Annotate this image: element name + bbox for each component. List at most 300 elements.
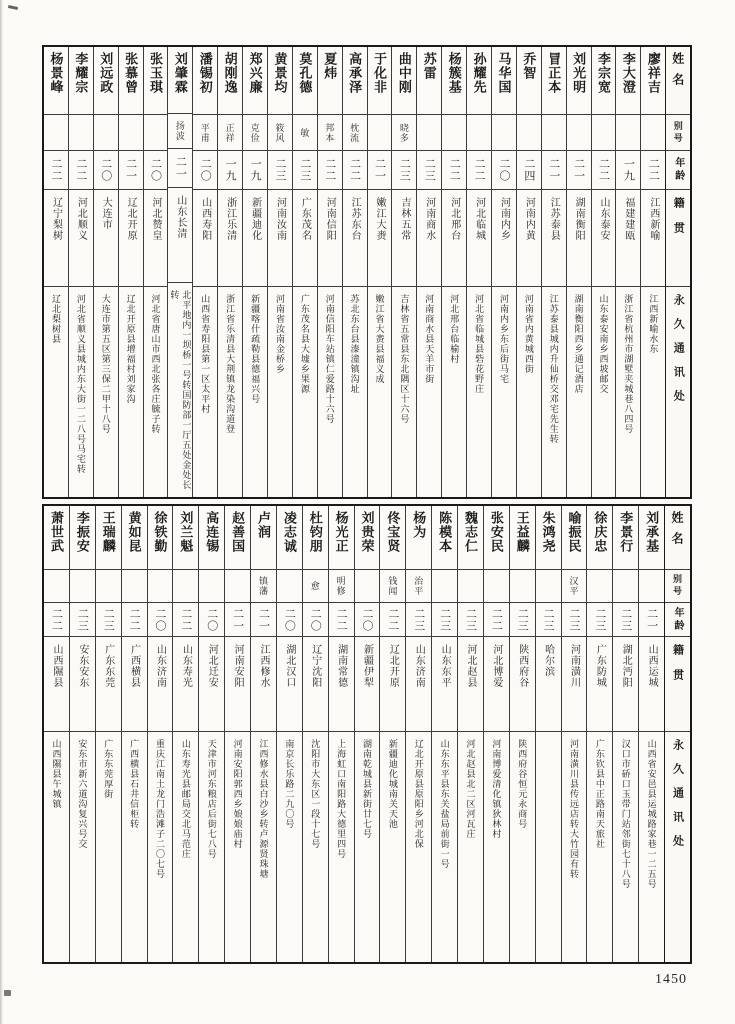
person-age xyxy=(303,603,328,637)
person-origin-text: 嫩江大赉 xyxy=(374,197,386,241)
person-origin xyxy=(517,190,541,287)
person-alias-text: 邦本 xyxy=(324,122,335,143)
person-alias xyxy=(96,570,121,603)
person-age xyxy=(355,603,380,637)
person-address xyxy=(218,287,242,497)
person-name-text: 张慕曾 xyxy=(123,52,139,94)
person-name-text: 佟宝贤 xyxy=(385,511,401,553)
header-origin xyxy=(665,637,690,732)
person-alias-text: 正祥 xyxy=(224,122,235,143)
person-origin xyxy=(199,637,224,732)
person-name xyxy=(467,47,491,115)
person-name xyxy=(225,506,250,570)
person-name-text: 王益麟 xyxy=(514,511,530,553)
person-age-text: 二二 xyxy=(473,158,486,182)
person-name xyxy=(94,47,118,115)
person-alias xyxy=(218,115,242,151)
person-address-text: 河南省汝南金桥乡 xyxy=(274,294,285,374)
person-name xyxy=(251,506,276,570)
person-column xyxy=(516,47,541,497)
person-column xyxy=(121,506,147,962)
person-age xyxy=(173,603,198,637)
header-origin-text: 籍贯 xyxy=(671,644,684,694)
person-origin xyxy=(613,637,638,732)
person-age xyxy=(517,151,541,190)
person-alias xyxy=(268,115,292,151)
person-origin-text: 广东东莞 xyxy=(102,644,114,688)
person-name xyxy=(70,506,95,570)
person-alias-text: 平甫 xyxy=(199,122,210,143)
person-origin-text: 哈尔滨 xyxy=(542,644,554,677)
person-name xyxy=(318,47,342,115)
person-age xyxy=(492,151,516,190)
person-name-text: 高连锡 xyxy=(204,511,220,553)
person-age xyxy=(69,151,93,190)
person-name xyxy=(122,506,147,570)
person-address-text: 河北省临城县砦花野庄 xyxy=(474,294,485,394)
person-age-text: 二三 xyxy=(102,607,115,632)
person-column xyxy=(612,506,638,962)
person-column xyxy=(431,506,457,962)
person-name xyxy=(218,47,242,115)
person-alias xyxy=(318,115,342,151)
person-alias xyxy=(510,570,535,603)
person-age xyxy=(70,603,95,637)
person-age-text: 二二 xyxy=(323,158,336,182)
person-address xyxy=(243,287,267,497)
person-column xyxy=(167,47,192,497)
person-alias xyxy=(406,570,431,603)
person-address-text: 吉林省五常县东北隅区十六号 xyxy=(399,294,410,424)
person-age xyxy=(293,151,317,190)
person-origin xyxy=(168,188,192,284)
person-origin xyxy=(293,190,317,287)
person-origin-text: 河南信阳 xyxy=(324,197,336,241)
person-origin xyxy=(70,637,95,732)
person-name xyxy=(199,506,224,570)
header-age-text: 年龄 xyxy=(671,606,683,633)
person-origin xyxy=(44,637,69,732)
header-origin-text: 籍贯 xyxy=(672,197,685,247)
person-age-text: 二一 xyxy=(373,158,386,182)
person-origin-text: 山西隰县 xyxy=(50,644,62,688)
person-alias xyxy=(122,570,147,603)
person-alias xyxy=(417,115,441,151)
person-address xyxy=(639,732,664,962)
person-address-text: 山东泰安南乡西坡邮交 xyxy=(598,294,609,394)
person-age-text: 二二 xyxy=(490,607,503,632)
person-origin-text: 山东东平 xyxy=(439,644,451,688)
person-address xyxy=(277,732,302,962)
person-age-text: 二〇 xyxy=(497,158,510,182)
person-address-text: 河北赵县北二区河瓦庄 xyxy=(465,739,476,839)
person-name-text: 张玉琪 xyxy=(148,52,163,94)
person-column xyxy=(172,506,198,962)
roster-table-bottom xyxy=(42,504,692,964)
person-origin-text: 河北赵县 xyxy=(464,644,476,688)
person-address-text: 南京长乐路二九〇号 xyxy=(284,739,295,829)
person-name-text: 卢润 xyxy=(255,511,271,539)
person-origin-text: 广西横县 xyxy=(128,644,140,688)
person-alias xyxy=(225,570,250,603)
person-address-text: 苏北东台县溱潼镇沟址 xyxy=(349,294,360,394)
person-address xyxy=(329,732,354,962)
person-origin-text: 福建建瓯 xyxy=(622,197,634,241)
person-alias xyxy=(119,115,143,151)
header-alias-text: 别号 xyxy=(672,120,683,145)
person-age xyxy=(268,151,292,190)
person-name-text: 张安民 xyxy=(488,511,504,553)
person-name xyxy=(329,506,354,570)
person-name xyxy=(380,506,405,570)
person-origin-text: 河南汝南 xyxy=(274,197,286,241)
person-origin xyxy=(616,190,640,287)
person-column xyxy=(217,47,242,497)
person-origin-text: 浙江乐清 xyxy=(224,197,236,241)
header-address-text: 永久通讯处 xyxy=(671,739,684,859)
person-alias-text: 汉平 xyxy=(568,576,579,596)
person-origin xyxy=(380,637,405,732)
person-address xyxy=(517,287,541,497)
person-alias xyxy=(641,115,665,151)
person-age xyxy=(616,151,640,190)
person-name-text: 马华国 xyxy=(496,52,512,94)
person-column xyxy=(566,47,591,497)
person-alias xyxy=(536,570,561,603)
person-origin-text: 新疆迪化 xyxy=(249,197,261,241)
person-address-text: 江西新喻水东 xyxy=(648,294,659,354)
person-age-text: 二〇 xyxy=(149,158,162,182)
person-origin xyxy=(562,637,587,732)
person-age xyxy=(542,151,566,190)
person-name xyxy=(69,47,93,115)
person-address xyxy=(44,732,69,962)
header-address xyxy=(665,732,690,962)
person-age xyxy=(251,603,276,637)
person-name-text: 刘兰魁 xyxy=(178,511,194,553)
person-origin-text: 河北顺义 xyxy=(75,197,87,241)
person-origin xyxy=(69,190,93,287)
person-name-text: 凌志诚 xyxy=(281,511,297,553)
person-age xyxy=(218,151,242,190)
person-name xyxy=(492,47,516,115)
person-alias xyxy=(144,115,168,151)
person-address-text: 广东茂名县大墟乡果源 xyxy=(299,294,310,394)
person-origin-text: 辽宁沈阳 xyxy=(309,644,321,688)
person-address-text: 山东东平县东关盐局前街一号 xyxy=(439,739,450,869)
person-name xyxy=(44,47,68,115)
person-age xyxy=(510,603,535,637)
person-origin-text: 大连市 xyxy=(100,197,112,230)
person-origin-text: 山西运城 xyxy=(646,644,658,688)
person-origin xyxy=(639,637,664,732)
person-name-text: 曲中刚 xyxy=(396,52,412,94)
person-column xyxy=(491,47,516,497)
person-column xyxy=(302,506,328,962)
person-column xyxy=(367,47,392,497)
person-age-text: 二二 xyxy=(128,607,141,632)
person-address-text: 湖南衡阳西乡通记酒店 xyxy=(573,294,584,394)
person-address-text: 河南商水县天羊市街 xyxy=(424,294,435,384)
person-address xyxy=(303,732,328,962)
person-address xyxy=(70,732,95,962)
person-column xyxy=(457,506,483,962)
person-age-text: 二三 xyxy=(516,607,529,632)
person-name-text: 杨景峰 xyxy=(48,52,64,94)
person-age xyxy=(392,151,416,190)
person-name xyxy=(484,506,509,570)
person-alias xyxy=(94,115,118,151)
person-origin xyxy=(492,190,516,287)
person-name-text: 胡刚逸 xyxy=(222,52,238,94)
person-name-text: 李景行 xyxy=(618,511,634,553)
person-column xyxy=(267,47,292,497)
person-address xyxy=(492,287,516,497)
person-age-text: 二四 xyxy=(522,158,535,182)
header-alias xyxy=(665,570,690,603)
person-age-text: 二三 xyxy=(412,607,425,632)
person-origin xyxy=(467,190,491,287)
person-alias xyxy=(69,115,93,151)
person-name xyxy=(641,47,665,115)
person-column xyxy=(44,506,69,962)
person-origin-text: 江西新喻 xyxy=(647,197,659,241)
person-alias xyxy=(173,570,198,603)
person-alias xyxy=(293,115,317,151)
person-name xyxy=(417,47,441,115)
person-origin-text: 河南商水 xyxy=(423,197,435,241)
person-address xyxy=(122,732,147,962)
person-alias xyxy=(542,115,566,151)
person-address-text: 河北省顺义县城内东大街一二八号马宅转 xyxy=(75,294,86,474)
person-column xyxy=(561,506,587,962)
person-name xyxy=(293,47,317,115)
person-address xyxy=(251,732,276,962)
person-address-text: 上海虹口南阳路大德里四号 xyxy=(336,739,347,859)
person-name xyxy=(458,506,483,570)
person-age-text: 一九 xyxy=(249,158,262,182)
person-age xyxy=(368,151,392,190)
person-name xyxy=(587,506,612,570)
person-address xyxy=(144,287,168,497)
person-name xyxy=(613,506,638,570)
person-age-text: 二二 xyxy=(348,158,361,182)
person-origin-text: 河北临城 xyxy=(473,197,485,241)
person-origin xyxy=(44,190,68,287)
person-name-text: 杨光正 xyxy=(333,511,349,553)
person-alias-text: 克俭 xyxy=(249,122,260,143)
person-address-text: 山西隰县午城镇 xyxy=(51,739,62,809)
person-column xyxy=(342,47,367,497)
person-age-text: 二二 xyxy=(49,158,62,182)
header-name-text: 姓名 xyxy=(669,511,684,553)
person-alias-text: 枕流 xyxy=(349,122,360,143)
person-name xyxy=(406,506,431,570)
person-column xyxy=(379,506,405,962)
person-origin xyxy=(458,637,483,732)
header-address-text: 永久通讯处 xyxy=(672,294,685,414)
person-alias xyxy=(639,570,664,603)
person-name xyxy=(303,506,328,570)
person-name xyxy=(517,47,541,115)
person-origin xyxy=(641,190,665,287)
page-number: 1450 xyxy=(655,972,687,987)
person-address xyxy=(484,732,509,962)
person-alias-text: 敏 xyxy=(299,127,310,138)
person-address xyxy=(641,287,665,497)
roster-table-top xyxy=(42,45,692,499)
person-address-text: 大连市第五区第三保二甲十八号 xyxy=(100,294,111,434)
person-column xyxy=(68,47,93,497)
person-origin-text: 广东茂名 xyxy=(299,197,311,241)
person-age-text: 二二 xyxy=(597,158,610,182)
person-address xyxy=(510,732,535,962)
person-origin-text: 辽宁梨树 xyxy=(50,197,62,241)
person-address xyxy=(69,287,93,497)
person-column xyxy=(638,506,664,962)
person-age xyxy=(567,151,591,190)
person-age-text: 二三 xyxy=(567,607,580,632)
header-origin xyxy=(666,190,690,287)
person-address-text: 河南省内黄城西街 xyxy=(523,294,534,374)
person-alias xyxy=(613,570,638,603)
person-column xyxy=(640,47,665,497)
person-age xyxy=(467,151,491,190)
person-alias-text: 筱风 xyxy=(274,122,285,143)
person-alias xyxy=(616,115,640,151)
person-alias xyxy=(329,570,354,603)
person-address xyxy=(467,287,491,497)
person-alias xyxy=(587,570,612,603)
person-name xyxy=(442,47,466,115)
person-origin-text: 湖南衡阳 xyxy=(573,197,585,241)
person-age-text: 二三 xyxy=(298,158,311,182)
person-origin xyxy=(268,190,292,287)
person-age xyxy=(380,603,405,637)
person-column xyxy=(198,506,224,962)
person-address xyxy=(613,732,638,962)
person-age xyxy=(536,603,561,637)
person-alias xyxy=(148,570,173,603)
person-column xyxy=(118,47,143,497)
person-address xyxy=(193,287,217,497)
person-origin-text: 辽北开原 xyxy=(387,644,399,688)
person-origin-text: 江苏泰县 xyxy=(548,197,560,241)
person-origin-text: 湖南常德 xyxy=(335,644,347,688)
person-alias xyxy=(199,570,224,603)
person-address-text: 江苏泰县城内升仙桥交邓宅先生转 xyxy=(548,294,559,444)
person-origin xyxy=(251,637,276,732)
person-name-text: 黄如昆 xyxy=(126,511,142,553)
person-address-text: 陕西府谷恒元永商号 xyxy=(517,739,528,829)
person-address-text: 山东寿光县邮局交北马范庄 xyxy=(180,739,191,859)
person-name-text: 魏志仁 xyxy=(462,511,478,553)
person-name xyxy=(510,506,535,570)
person-origin-text: 河北博爱 xyxy=(490,644,502,688)
person-address xyxy=(567,287,591,497)
person-column xyxy=(292,47,317,497)
person-age xyxy=(442,151,466,190)
person-origin xyxy=(225,637,250,732)
person-address-text: 河南潢川县传远店转大竹园有转 xyxy=(568,739,579,879)
person-age xyxy=(484,603,509,637)
person-address-text: 河南信阳车站镇仁爱路十六号 xyxy=(324,294,335,424)
person-address xyxy=(536,732,561,962)
person-origin-text: 山东济南 xyxy=(154,644,166,688)
person-column xyxy=(483,506,509,962)
person-name xyxy=(193,47,217,115)
person-age xyxy=(199,603,224,637)
person-alias-text: 钱闻 xyxy=(387,576,398,596)
header-column xyxy=(665,47,690,497)
person-age-text: 二一 xyxy=(174,156,187,181)
person-address xyxy=(343,287,367,497)
person-column xyxy=(405,506,431,962)
person-origin xyxy=(303,637,328,732)
person-age-text: 一九 xyxy=(622,158,635,182)
person-age xyxy=(592,151,616,190)
person-origin-text: 河北迁安 xyxy=(206,644,218,688)
person-origin xyxy=(329,637,354,732)
person-age-text: 二〇 xyxy=(99,158,112,182)
person-age-text: 二〇 xyxy=(283,607,296,632)
person-age xyxy=(96,603,121,637)
person-address xyxy=(173,732,198,962)
person-origin xyxy=(392,190,416,287)
person-origin-text: 山东寿光 xyxy=(180,644,192,688)
person-address xyxy=(96,732,121,962)
person-alias xyxy=(193,115,217,151)
person-age-text: 二〇 xyxy=(309,607,322,632)
person-origin xyxy=(432,637,457,732)
scan-edge-shade xyxy=(0,0,3,1024)
person-name xyxy=(144,47,168,115)
person-origin-text: 湖北汉口 xyxy=(283,644,295,688)
person-column xyxy=(586,506,612,962)
person-age xyxy=(613,603,638,637)
person-origin xyxy=(510,637,535,732)
person-address xyxy=(225,732,250,962)
person-alias xyxy=(168,114,192,149)
person-address-text: 浙江省乐清县大荆镇龙染沟道登 xyxy=(225,294,236,434)
person-alias xyxy=(458,570,483,603)
person-name-text: 潘锡初 xyxy=(197,52,213,94)
person-alias-text: 扬波 xyxy=(174,121,185,142)
person-age-text: 二〇 xyxy=(205,607,218,632)
person-name-text: 杨为 xyxy=(411,511,427,539)
person-age xyxy=(417,151,441,190)
person-age-text: 二二 xyxy=(335,607,348,632)
person-column xyxy=(391,47,416,497)
person-column xyxy=(535,506,561,962)
person-column xyxy=(509,506,535,962)
person-address xyxy=(562,732,587,962)
person-alias xyxy=(517,115,541,151)
person-column xyxy=(441,47,466,497)
person-origin-text: 陕西府谷 xyxy=(516,644,528,688)
person-address-text: 湖南乾城县新街廿七号 xyxy=(361,739,372,839)
person-column xyxy=(615,47,640,497)
person-origin-text: 河南内黄 xyxy=(523,197,535,241)
person-name-text: 刘承基 xyxy=(644,511,660,553)
person-age-text: 二二 xyxy=(50,607,63,632)
person-name xyxy=(616,47,640,115)
person-address-text: 天津市河东粮店后街七八号 xyxy=(206,739,217,859)
person-column xyxy=(192,47,217,497)
person-origin xyxy=(193,190,217,287)
person-name xyxy=(536,506,561,570)
person-origin xyxy=(96,637,121,732)
